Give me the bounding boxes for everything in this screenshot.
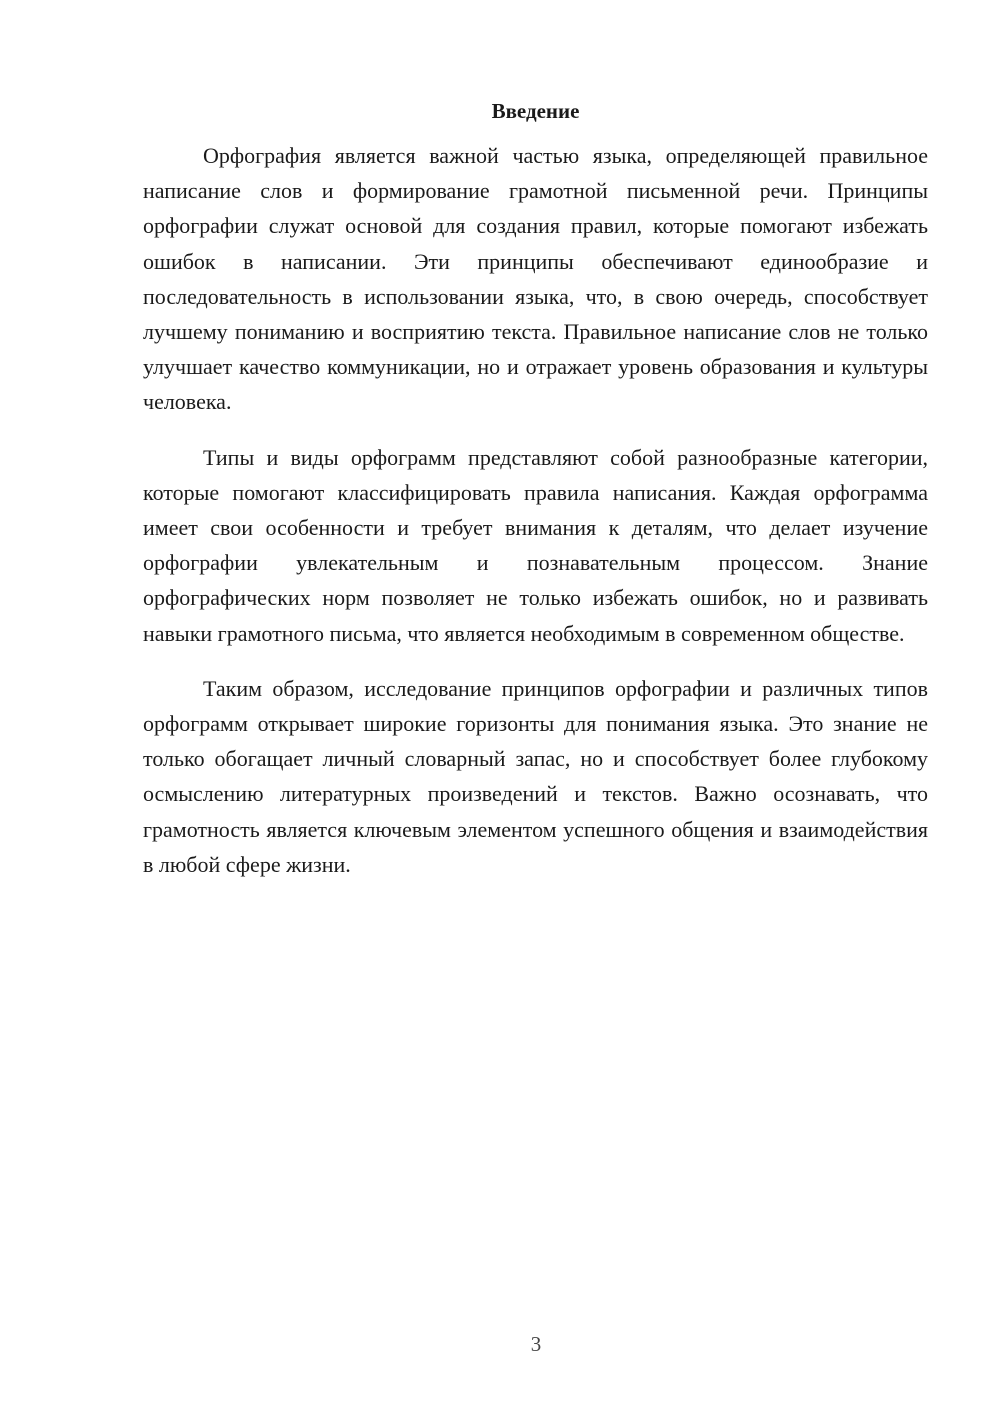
- paragraph-2: Типы и виды орфограмм представляют собой разнообразные категории, которые помогают классифицировать правила написания. Каждая орфограмма имеет свои особенности и требует внимания к деталям, что делает изучение орфографии увлекательным и познавательным процессом. Знание орфографических норм позволяет не только избежать ошибок, но и развивать навыки грамотного письма, что является необходимым в современном обществе.: [143, 444, 928, 646]
- section-title: Введение: [491, 99, 580, 123]
- page-number: 3: [530, 1332, 542, 1356]
- paragraph-3: Таким образом, исследование принципов орфографии и различных типов орфограмм открывает широкие горизонты для понимания языка. Это знание не только обогащает личный словарный запас, но и способствует более глубокому осмыслению литературных произведений и текстов. Важно осознавать, что грамотность является ключевым элементом успешного общения и взаимодействия в любой сфере жизни.: [143, 675, 928, 877]
- page-content: [143, 96, 928, 902]
- paragraph-1: Орфография является важной частью языка, определяющей правильное написание слов и формирование грамотной письменной речи. Принципы орфографии служат основой для создания правил, которые помогают избежать ошибок в написании. Эти принципы обеспечивают единообразие и последовательность в использовании языка, что, в свою очередь, способствует лучшему пониманию и восприятию текста. Правильное написание слов не только улучшает качество коммуникации, но и отражает уровень образования и культуры человека.: [143, 143, 928, 415]
